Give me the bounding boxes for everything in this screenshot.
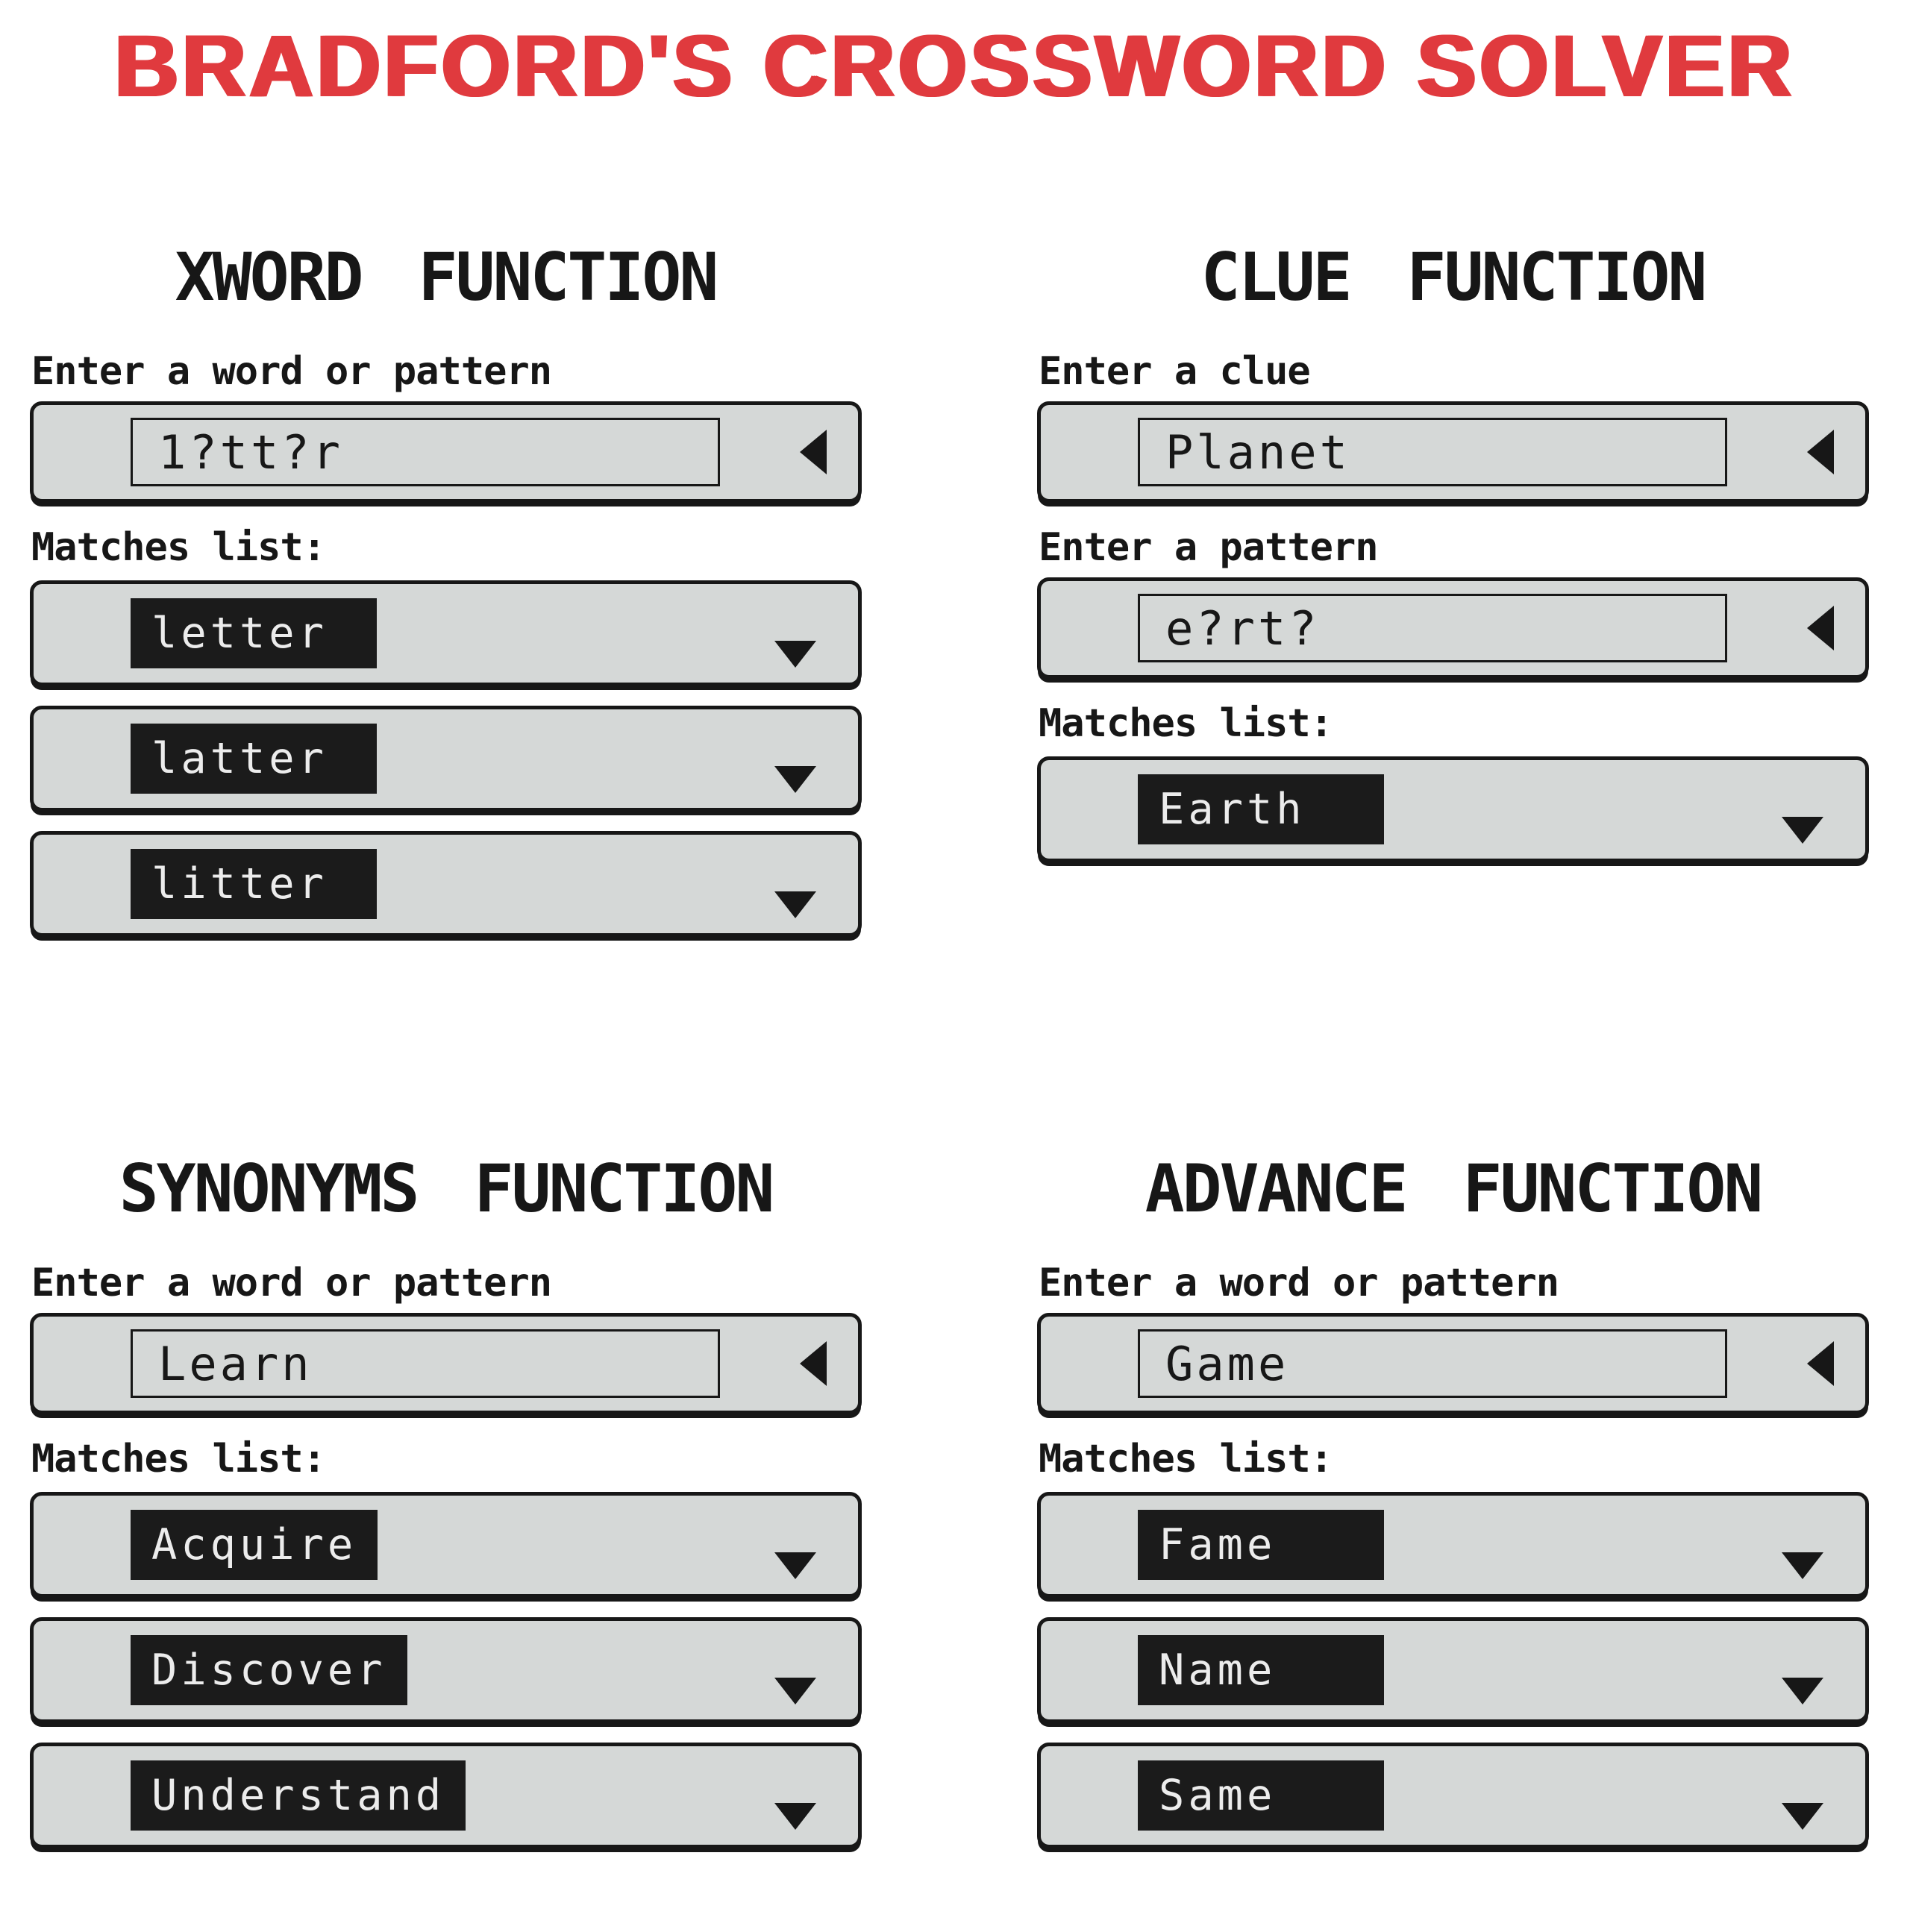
section-heading: ADVANCE FUNCTION [1145, 1150, 1762, 1227]
section-matches [30, 1492, 862, 1848]
section-heading: SYNONYMS FUNCTION [119, 1150, 773, 1227]
entry-field-label: Enter a word or pattern [31, 1261, 552, 1305]
left-triangle-icon [1807, 1341, 1834, 1386]
selected-match-item[interactable]: Discover [131, 1635, 407, 1705]
selected-match-item[interactable]: Same [1138, 1760, 1384, 1831]
match-listbox[interactable] [1037, 1617, 1869, 1723]
entry-field [1037, 525, 1869, 679]
entry-widget[interactable] [1037, 577, 1869, 679]
section-clue [1037, 239, 1869, 956]
match-listbox[interactable] [30, 706, 862, 812]
down-triangle-icon[interactable] [1782, 1552, 1823, 1579]
match-listbox[interactable] [30, 1743, 862, 1848]
left-triangle-icon [800, 1341, 827, 1386]
entry-field [1037, 349, 1869, 503]
selected-match-item[interactable]: Fame [1138, 1510, 1384, 1580]
section-heading: XWORD FUNCTION [175, 239, 717, 316]
down-triangle-icon[interactable] [1782, 1678, 1823, 1704]
section-synonyms [30, 1150, 862, 1868]
left-triangle-icon [1807, 430, 1834, 474]
section-fields [30, 349, 862, 503]
section-heading: CLUE FUNCTION [1200, 239, 1706, 316]
match-listbox[interactable] [30, 580, 862, 686]
entry-field-label: Enter a word or pattern [31, 349, 552, 394]
app-title: BRADFORD'S CROSSWORD SOLVER [114, 17, 1796, 116]
section-xword [30, 239, 862, 956]
text-input[interactable]: Learn [131, 1329, 720, 1398]
section-matches [1037, 756, 1869, 862]
matches-list-label: Matches list: [31, 1437, 325, 1481]
section-fields [30, 1261, 862, 1414]
down-triangle-icon[interactable] [774, 1678, 816, 1704]
entry-field-label: Enter a clue [1039, 349, 1310, 394]
left-triangle-icon [800, 430, 827, 474]
match-listbox[interactable] [30, 1492, 862, 1598]
selected-match-item[interactable]: Earth [1138, 774, 1384, 844]
down-triangle-icon[interactable] [1782, 817, 1823, 844]
selected-match-item[interactable]: Understand [131, 1760, 466, 1831]
match-listbox[interactable] [1037, 1743, 1869, 1848]
left-triangle-icon [1807, 606, 1834, 650]
entry-widget[interactable] [1037, 1313, 1869, 1414]
match-listbox[interactable] [30, 1617, 862, 1723]
entry-field-label: Enter a pattern [1039, 525, 1378, 570]
selected-match-item[interactable]: letter [131, 598, 377, 668]
matches-list-label: Matches list: [1039, 1437, 1333, 1481]
section-fields [1037, 349, 1869, 679]
entry-widget[interactable] [30, 401, 862, 503]
entry-field [1037, 1261, 1869, 1414]
section-advance [1037, 1150, 1869, 1868]
matches-list-label: Matches list: [1039, 701, 1333, 746]
entry-field [30, 1261, 862, 1414]
selected-match-item[interactable]: litter [131, 849, 377, 919]
section-fields [1037, 1261, 1869, 1414]
text-input[interactable]: Game [1138, 1329, 1727, 1398]
selected-match-item[interactable]: Name [1138, 1635, 1384, 1705]
section-matches [1037, 1492, 1869, 1848]
down-triangle-icon[interactable] [774, 1552, 816, 1579]
sections-grid [0, 110, 1910, 1868]
section-matches [30, 580, 862, 937]
entry-widget[interactable] [1037, 401, 1869, 503]
match-listbox[interactable] [30, 831, 862, 937]
selected-match-item[interactable]: Acquire [131, 1510, 378, 1580]
match-listbox[interactable] [1037, 756, 1869, 862]
text-input[interactable]: 1?tt?r [131, 418, 720, 486]
match-listbox[interactable] [1037, 1492, 1869, 1598]
matches-list-label: Matches list: [31, 525, 325, 570]
down-triangle-icon[interactable] [774, 641, 816, 668]
entry-field-label: Enter a word or pattern [1039, 1261, 1559, 1305]
down-triangle-icon[interactable] [774, 766, 816, 793]
down-triangle-icon[interactable] [774, 1803, 816, 1830]
down-triangle-icon[interactable] [1782, 1803, 1823, 1830]
down-triangle-icon[interactable] [774, 891, 816, 918]
selected-match-item[interactable]: latter [131, 724, 377, 794]
entry-field [30, 349, 862, 503]
text-input[interactable]: e?rt? [1138, 594, 1727, 662]
entry-widget[interactable] [30, 1313, 862, 1414]
text-input[interactable]: Planet [1138, 418, 1727, 486]
